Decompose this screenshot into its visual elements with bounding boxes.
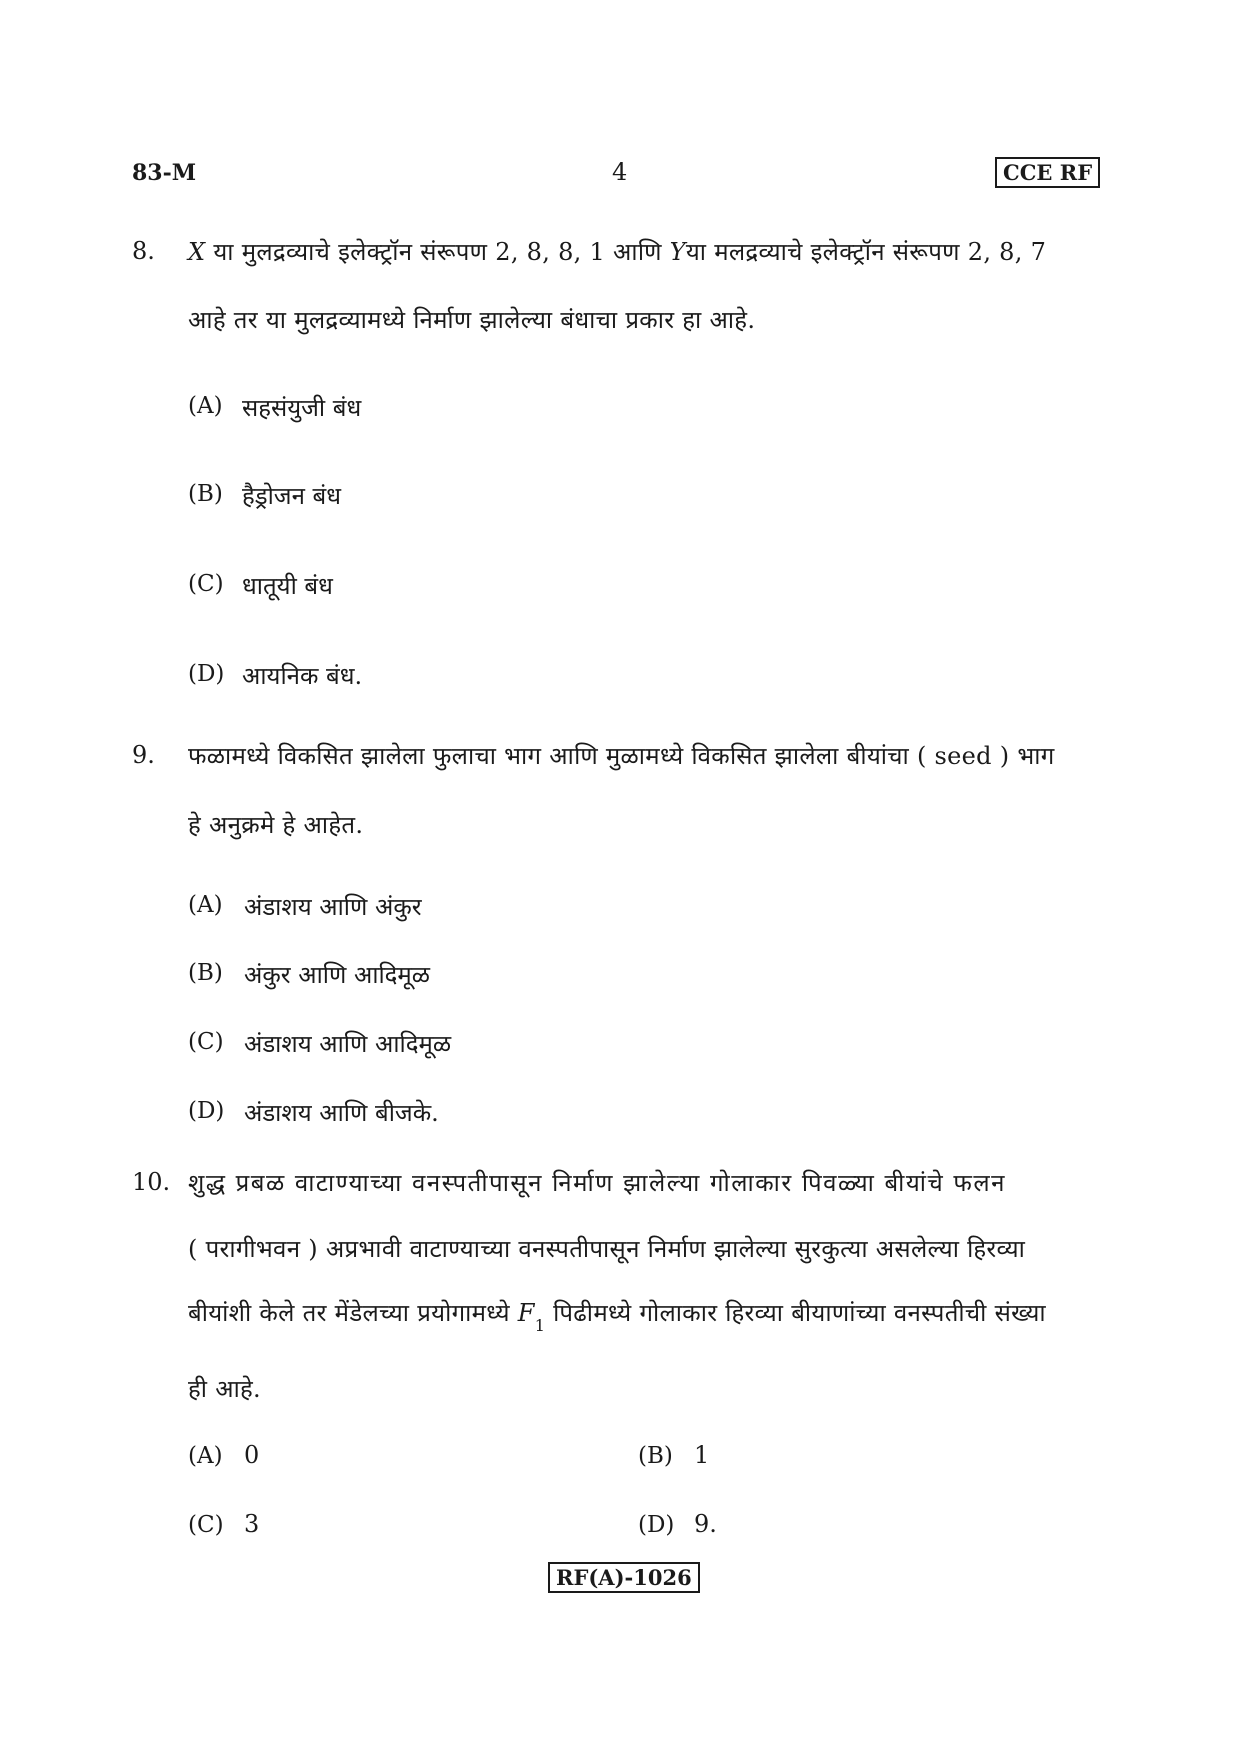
question-9-option-b-letter: (B) [188,960,223,986]
question-9-line-2: हे अनुक्रमे हे आहेत. [188,811,364,839]
subscript-1: 1 [534,1316,546,1335]
page-number: 4 [612,158,628,186]
question-9-option-d-text: अंडाशय आणि बीजके. [244,1099,439,1127]
question-10-line-2: ( परागीभवन ) अप्रभावी वाटाण्याच्या वनस्पतीपासून निर्माण झालेल्या सुरकुत्या असलेल्या हिरव्या [188,1235,1026,1263]
series-box: CCE RF [995,157,1100,188]
question-9-option-a-text: अंडाशय आणि अंकुर [244,893,422,921]
question-8-option-c-letter: (C) [188,571,224,597]
question-10-option-a-letter: (A) [188,1443,223,1469]
question-9-line-1: फळामध्ये विकसित झालेला फुलाचा भाग आणि मुळामध्ये विकसित झालेला बीयांचा ( seed ) भाग [188,742,1055,770]
question-8-option-c-text: धातूयी बंध [242,572,333,600]
question-8-line-1-part-b: या मलद्रव्याचे इलेक्ट्रॉन संरूपण 2, 8, 7 [685,238,1047,266]
question-10-line-4: ही आहे. [188,1375,261,1403]
question-10-line-1: शुद्ध प्रबळ वाटाण्याच्या वनस्पतीपासून निर्माण झालेल्या गोलाकार पिवळ्या बीयांचे फलन [188,1169,1006,1197]
question-8-option-a-letter: (A) [188,393,223,419]
question-8-option-d-letter: (D) [188,661,225,687]
question-9-number: 9. [132,741,155,769]
question-9-option-a-letter: (A) [188,892,223,918]
question-8-option-d-text: आयनिक बंध. [242,662,363,690]
question-10-option-b-letter: (B) [638,1443,673,1469]
variable-f: F [517,1299,535,1327]
question-10-line-3-part-b: पिढीमध्ये गोलाकार हिरव्या बीयाणांच्या वनस्पतीची संख्या [553,1299,1046,1327]
question-10-line-3 [188,1296,1046,1335]
question-9-option-d-letter: (D) [188,1098,225,1124]
question-10-number: 10. [132,1168,171,1196]
question-8-line-1 [188,235,1046,268]
question-8-option-b-text: हैड्रोजन बंध [242,482,342,510]
question-9-option-b-text: अंकुर आणि आदिमूळ [244,961,431,989]
variable-y: Y [669,238,686,266]
question-8-option-a-text: सहसंयुजी बंध [242,394,362,422]
question-10-option-d-letter: (D) [638,1512,675,1538]
question-9-option-c-letter: (C) [188,1029,224,1055]
question-10-option-c-text: 3 [244,1510,260,1538]
variable-x: X [188,238,206,266]
question-9-option-c-text: अंडाशय आणि आदिमूळ [244,1030,452,1058]
question-8-number: 8. [132,237,155,265]
question-10-option-d-text: 9. [694,1510,717,1538]
footer-code-box: RF(A)-1026 [548,1562,700,1593]
paper-code: 83-M [132,160,197,186]
question-8-line-2: आहे तर या मुलद्रव्यामध्ये निर्माण झालेल्या बंधाचा प्रकार हा आहे. [188,306,756,334]
question-10-option-a-text: 0 [244,1441,260,1469]
question-8-option-b-letter: (B) [188,481,223,507]
question-10-option-c-letter: (C) [188,1512,224,1538]
question-10-option-b-text: 1 [694,1441,710,1469]
question-10-line-3-part-a: बीयांशी केले तर मेंडेलच्या प्रयोगामध्ये [188,1299,510,1327]
question-8-line-1-part-a: या मुलद्रव्याचे इलेक्ट्रॉन संरूपण 2, 8, 8, 1 आणि [213,238,662,266]
